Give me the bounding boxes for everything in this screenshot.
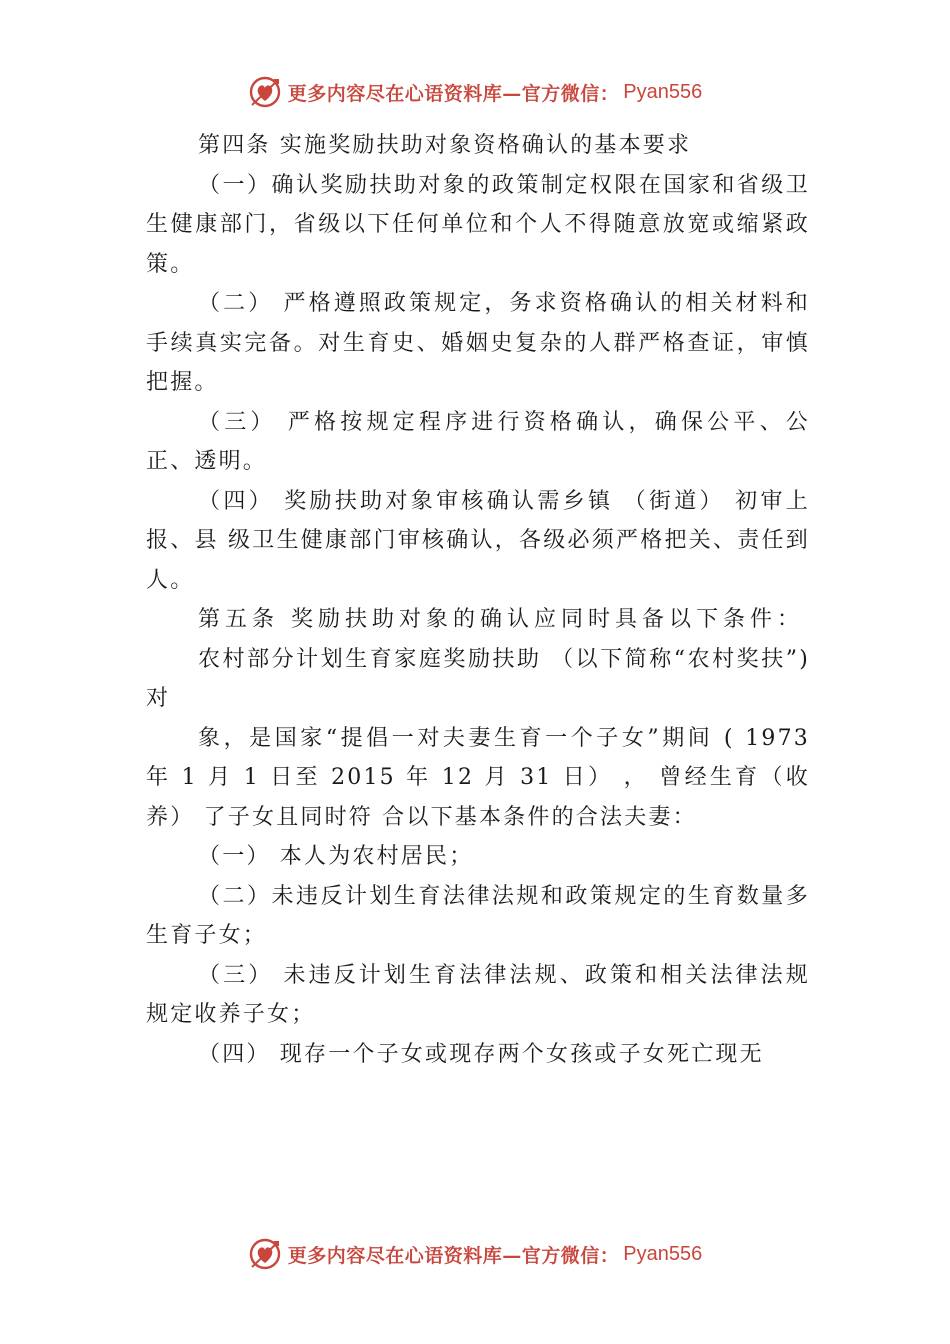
heart-logo-icon [248, 75, 282, 109]
paragraph: （三） 严格按规定程序进行资格确认，确保公平、公正、透明。 [146, 409, 810, 474]
banner-wechat-id: Pyan556 [623, 80, 703, 103]
banner-text: 更多内容尽在心语资料库—官方微信： [287, 82, 620, 105]
paragraph: （四） 奖励扶助对象审核确认需乡镇 （街道） 初审上报、县 级卫生健康部门审核确认，各级必须严格把关、责任到人。 [146, 488, 810, 593]
paragraph: （一） 本人为农村居民； [198, 844, 474, 869]
paragraph: （四） 现存一个子女或现存两个女孩或子女死亡现无 [198, 1041, 764, 1067]
paragraph: （三） 未违反计划生育法律法规、政策和相关法律法规规定收养子女； [146, 962, 810, 1027]
article-four-heading: 第四条 实施奖励扶助对象资格确认的基本要求 [198, 133, 692, 158]
banner-text: 更多内容尽在心语资料库—官方微信： [287, 1244, 620, 1267]
paragraph: 象，是国家“提倡一对夫妻生育一个子女”期间 ( 1973 年 1 月 1 日至 2015 年 12 月 31 日） ， 曾经生育（收养） 了子女且同时符 合以下基本条件的合法夫妻： [146, 725, 810, 830]
heart-logo-icon [248, 1237, 282, 1271]
article-five-heading: 第五条 奖励扶助对象的确认应同时具备以下条件： [198, 607, 804, 632]
paragraph: （二）未违反计划生育法律法规和政策规定的生育数量多生育子女； [146, 883, 810, 948]
header-banner [0, 70, 950, 114]
paragraph: （二） 严格遵照政策规定，务求资格确认的相关材料和手续真实完备。对生育史、婚姻史复杂的人群严格查证，审慎把握。 [146, 291, 810, 395]
banner-wechat-id: Pyan556 [623, 1242, 703, 1265]
paragraph: 农村部分计划生育家庭奖励扶助 （以下简称“农村奖扶”) 对 [146, 646, 810, 711]
paragraph: （一）确认奖励扶助对象的政策制定权限在国家和省级卫生健康部门，省级以下任何单位和个人不得随意放宽或缩紧政策。 [146, 172, 810, 277]
footer-banner [0, 1232, 950, 1276]
document-body [146, 126, 810, 1074]
